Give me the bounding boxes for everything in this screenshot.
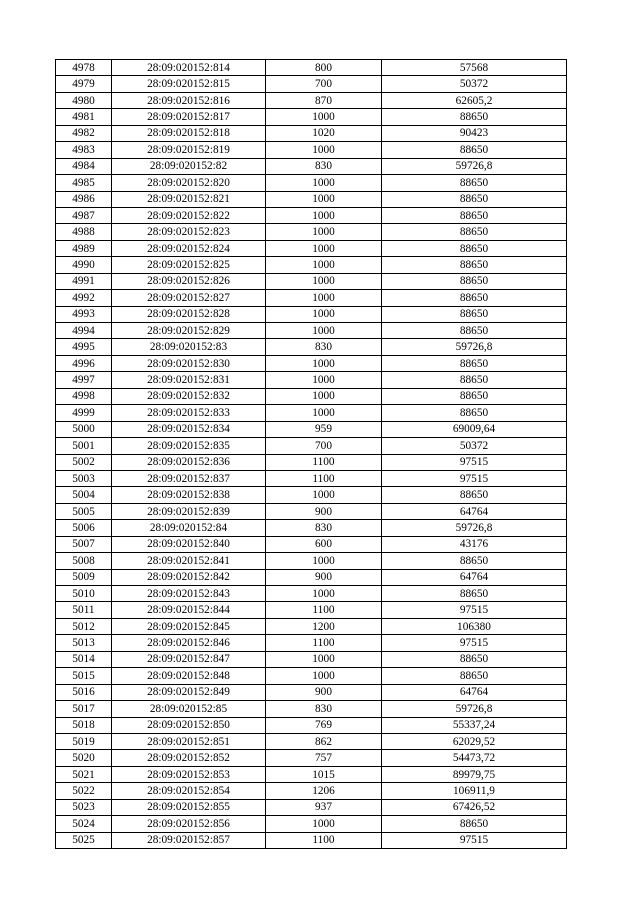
cadastral-number-cell: 28:09:020152:820	[112, 175, 266, 191]
cadastral-number-cell: 28:09:020152:84	[112, 520, 266, 536]
table-row	[56, 323, 567, 339]
table-row	[56, 109, 567, 125]
value-cell: 88650	[382, 207, 567, 223]
row-number-cell: 4986	[56, 191, 112, 207]
area-cell: 1000	[266, 191, 382, 207]
cadastral-number-cell: 28:09:020152:848	[112, 668, 266, 684]
table-row	[56, 635, 567, 651]
area-cell: 700	[266, 438, 382, 454]
table-row	[56, 520, 567, 536]
row-number-cell: 5006	[56, 520, 112, 536]
area-cell: 937	[266, 799, 382, 815]
value-cell: 88650	[382, 323, 567, 339]
area-cell: 1000	[266, 405, 382, 421]
table-row	[56, 405, 567, 421]
row-number-cell: 5018	[56, 717, 112, 733]
row-number-cell: 4998	[56, 388, 112, 404]
cadastral-number-cell: 28:09:020152:851	[112, 733, 266, 749]
cadastral-number-cell: 28:09:020152:836	[112, 454, 266, 470]
value-cell: 62029,52	[382, 733, 567, 749]
cadastral-number-cell: 28:09:020152:830	[112, 355, 266, 371]
area-cell: 1000	[266, 388, 382, 404]
value-cell: 50372	[382, 438, 567, 454]
table-row	[56, 602, 567, 618]
cadastral-number-cell: 28:09:020152:815	[112, 76, 266, 92]
value-cell: 67426,52	[382, 799, 567, 815]
row-number-cell: 4997	[56, 372, 112, 388]
value-cell: 59726,8	[382, 520, 567, 536]
cadastral-number-cell: 28:09:020152:814	[112, 60, 266, 76]
cadastral-number-cell: 28:09:020152:837	[112, 470, 266, 486]
cadastral-number-cell: 28:09:020152:841	[112, 553, 266, 569]
table-row	[56, 372, 567, 388]
table-row	[56, 224, 567, 240]
area-cell: 1000	[266, 586, 382, 602]
table-row	[56, 684, 567, 700]
value-cell: 88650	[382, 355, 567, 371]
cadastral-number-cell: 28:09:020152:847	[112, 651, 266, 667]
cadastral-number-cell: 28:09:020152:824	[112, 240, 266, 256]
cadastral-number-cell: 28:09:020152:849	[112, 684, 266, 700]
cadastral-number-cell: 28:09:020152:832	[112, 388, 266, 404]
row-number-cell: 5015	[56, 668, 112, 684]
cadastral-number-cell: 28:09:020152:85	[112, 701, 266, 717]
cadastral-number-cell: 28:09:020152:854	[112, 783, 266, 799]
area-cell: 757	[266, 750, 382, 766]
table-row	[56, 60, 567, 76]
area-cell: 1000	[266, 323, 382, 339]
table-row	[56, 290, 567, 306]
cadastral-number-cell: 28:09:020152:852	[112, 750, 266, 766]
cadastral-number-cell: 28:09:020152:842	[112, 569, 266, 585]
table-row	[56, 717, 567, 733]
table-row	[56, 207, 567, 223]
value-cell: 88650	[382, 257, 567, 273]
area-cell: 700	[266, 76, 382, 92]
value-cell: 97515	[382, 602, 567, 618]
cadastral-number-cell: 28:09:020152:818	[112, 125, 266, 141]
value-cell: 106911,9	[382, 783, 567, 799]
area-cell: 1020	[266, 125, 382, 141]
area-cell: 800	[266, 60, 382, 76]
area-cell: 1000	[266, 668, 382, 684]
row-number-cell: 5014	[56, 651, 112, 667]
cadastral-number-cell: 28:09:020152:827	[112, 290, 266, 306]
cadastral-number-cell: 28:09:020152:843	[112, 586, 266, 602]
area-cell: 900	[266, 684, 382, 700]
table-row	[56, 158, 567, 174]
value-cell: 106380	[382, 618, 567, 634]
row-number-cell: 5019	[56, 733, 112, 749]
table-row	[56, 536, 567, 552]
value-cell: 43176	[382, 536, 567, 552]
value-cell: 69009,64	[382, 421, 567, 437]
value-cell: 59726,8	[382, 339, 567, 355]
cadastral-number-cell: 28:09:020152:828	[112, 306, 266, 322]
row-number-cell: 5020	[56, 750, 112, 766]
table-row	[56, 421, 567, 437]
area-cell: 1200	[266, 618, 382, 634]
table-row	[56, 175, 567, 191]
cadastral-number-cell: 28:09:020152:819	[112, 142, 266, 158]
area-cell: 769	[266, 717, 382, 733]
cadastral-number-cell: 28:09:020152:816	[112, 92, 266, 108]
row-number-cell: 5017	[56, 701, 112, 717]
value-cell: 88650	[382, 405, 567, 421]
row-number-cell: 4995	[56, 339, 112, 355]
value-cell: 88650	[382, 487, 567, 503]
value-cell: 59726,8	[382, 701, 567, 717]
table-row	[56, 125, 567, 141]
value-cell: 55337,24	[382, 717, 567, 733]
row-number-cell: 5024	[56, 816, 112, 832]
row-number-cell: 5013	[56, 635, 112, 651]
row-number-cell: 5000	[56, 421, 112, 437]
table-row	[56, 257, 567, 273]
area-cell: 870	[266, 92, 382, 108]
row-number-cell: 4979	[56, 76, 112, 92]
area-cell: 1206	[266, 783, 382, 799]
area-cell: 1000	[266, 306, 382, 322]
area-cell: 830	[266, 520, 382, 536]
area-cell: 830	[266, 339, 382, 355]
table-row	[56, 487, 567, 503]
row-number-cell: 4999	[56, 405, 112, 421]
area-cell: 959	[266, 421, 382, 437]
row-number-cell: 4996	[56, 355, 112, 371]
value-cell: 88650	[382, 388, 567, 404]
table-body	[56, 60, 567, 849]
value-cell: 62605,2	[382, 92, 567, 108]
row-number-cell: 4987	[56, 207, 112, 223]
cadastral-number-cell: 28:09:020152:846	[112, 635, 266, 651]
value-cell: 97515	[382, 470, 567, 486]
cadastral-number-cell: 28:09:020152:826	[112, 273, 266, 289]
row-number-cell: 4985	[56, 175, 112, 191]
cadastral-number-cell: 28:09:020152:831	[112, 372, 266, 388]
table-row	[56, 569, 567, 585]
table-row	[56, 142, 567, 158]
table-row	[56, 618, 567, 634]
cadastral-number-cell: 28:09:020152:855	[112, 799, 266, 815]
value-cell: 50372	[382, 76, 567, 92]
value-cell: 88650	[382, 816, 567, 832]
area-cell: 1015	[266, 766, 382, 782]
area-cell: 900	[266, 569, 382, 585]
area-cell: 1000	[266, 487, 382, 503]
row-number-cell: 4990	[56, 257, 112, 273]
row-number-cell: 4984	[56, 158, 112, 174]
data-table	[55, 59, 567, 849]
row-number-cell: 5008	[56, 553, 112, 569]
cadastral-number-cell: 28:09:020152:856	[112, 816, 266, 832]
row-number-cell: 5009	[56, 569, 112, 585]
area-cell: 1100	[266, 635, 382, 651]
table-row	[56, 503, 567, 519]
value-cell: 88650	[382, 224, 567, 240]
area-cell: 830	[266, 158, 382, 174]
row-number-cell: 5004	[56, 487, 112, 503]
row-number-cell: 5022	[56, 783, 112, 799]
table-row	[56, 750, 567, 766]
value-cell: 97515	[382, 635, 567, 651]
table-row	[56, 92, 567, 108]
cadastral-number-cell: 28:09:020152:844	[112, 602, 266, 618]
area-cell: 1000	[266, 240, 382, 256]
value-cell: 59726,8	[382, 158, 567, 174]
value-cell: 64764	[382, 684, 567, 700]
cadastral-number-cell: 28:09:020152:829	[112, 323, 266, 339]
table-row	[56, 766, 567, 782]
table-row	[56, 651, 567, 667]
value-cell: 88650	[382, 175, 567, 191]
row-number-cell: 4991	[56, 273, 112, 289]
cadastral-number-cell: 28:09:020152:833	[112, 405, 266, 421]
area-cell: 1000	[266, 651, 382, 667]
table-row	[56, 832, 567, 848]
table-row	[56, 701, 567, 717]
value-cell: 54473,72	[382, 750, 567, 766]
table-row	[56, 355, 567, 371]
table-row	[56, 388, 567, 404]
cadastral-number-cell: 28:09:020152:834	[112, 421, 266, 437]
value-cell: 88650	[382, 273, 567, 289]
cadastral-number-cell: 28:09:020152:817	[112, 109, 266, 125]
area-cell: 1000	[266, 224, 382, 240]
area-cell: 1000	[266, 175, 382, 191]
row-number-cell: 4982	[56, 125, 112, 141]
table-row	[56, 799, 567, 815]
area-cell: 830	[266, 701, 382, 717]
table-row	[56, 816, 567, 832]
cadastral-number-cell: 28:09:020152:82	[112, 158, 266, 174]
table-row	[56, 454, 567, 470]
cadastral-number-cell: 28:09:020152:845	[112, 618, 266, 634]
value-cell: 90423	[382, 125, 567, 141]
row-number-cell: 5010	[56, 586, 112, 602]
cadastral-number-cell: 28:09:020152:825	[112, 257, 266, 273]
table-row	[56, 191, 567, 207]
row-number-cell: 5016	[56, 684, 112, 700]
value-cell: 88650	[382, 306, 567, 322]
area-cell: 1100	[266, 454, 382, 470]
table-row	[56, 240, 567, 256]
area-cell: 1000	[266, 816, 382, 832]
table-row	[56, 76, 567, 92]
area-cell: 900	[266, 503, 382, 519]
area-cell: 1100	[266, 470, 382, 486]
row-number-cell: 4989	[56, 240, 112, 256]
value-cell: 88650	[382, 290, 567, 306]
area-cell: 1000	[266, 142, 382, 158]
value-cell: 89979,75	[382, 766, 567, 782]
row-number-cell: 5002	[56, 454, 112, 470]
value-cell: 88650	[382, 553, 567, 569]
area-cell: 1000	[266, 273, 382, 289]
row-number-cell: 4988	[56, 224, 112, 240]
table-row	[56, 470, 567, 486]
value-cell: 57568	[382, 60, 567, 76]
row-number-cell: 5007	[56, 536, 112, 552]
value-cell: 88650	[382, 191, 567, 207]
cadastral-number-cell: 28:09:020152:83	[112, 339, 266, 355]
area-cell: 1000	[266, 355, 382, 371]
cadastral-number-cell: 28:09:020152:850	[112, 717, 266, 733]
value-cell: 97515	[382, 832, 567, 848]
table-row	[56, 783, 567, 799]
area-cell: 1100	[266, 832, 382, 848]
value-cell: 88650	[382, 668, 567, 684]
area-cell: 862	[266, 733, 382, 749]
table-row	[56, 438, 567, 454]
row-number-cell: 5005	[56, 503, 112, 519]
table-row	[56, 668, 567, 684]
value-cell: 64764	[382, 569, 567, 585]
area-cell: 1000	[266, 207, 382, 223]
cadastral-number-cell: 28:09:020152:835	[112, 438, 266, 454]
value-cell: 64764	[382, 503, 567, 519]
row-number-cell: 5023	[56, 799, 112, 815]
value-cell: 88650	[382, 651, 567, 667]
row-number-cell: 5025	[56, 832, 112, 848]
cadastral-number-cell: 28:09:020152:840	[112, 536, 266, 552]
area-cell: 1000	[266, 257, 382, 273]
area-cell: 1000	[266, 290, 382, 306]
value-cell: 88650	[382, 142, 567, 158]
area-cell: 1100	[266, 602, 382, 618]
cadastral-number-cell: 28:09:020152:857	[112, 832, 266, 848]
area-cell: 1000	[266, 553, 382, 569]
table-row	[56, 339, 567, 355]
table-row	[56, 553, 567, 569]
value-cell: 88650	[382, 240, 567, 256]
area-cell: 600	[266, 536, 382, 552]
area-cell: 1000	[266, 372, 382, 388]
value-cell: 88650	[382, 372, 567, 388]
row-number-cell: 4993	[56, 306, 112, 322]
row-number-cell: 4983	[56, 142, 112, 158]
cadastral-number-cell: 28:09:020152:838	[112, 487, 266, 503]
table-row	[56, 733, 567, 749]
table-row	[56, 586, 567, 602]
row-number-cell: 5021	[56, 766, 112, 782]
cadastral-number-cell: 28:09:020152:823	[112, 224, 266, 240]
row-number-cell: 5003	[56, 470, 112, 486]
row-number-cell: 4981	[56, 109, 112, 125]
row-number-cell: 4994	[56, 323, 112, 339]
row-number-cell: 4978	[56, 60, 112, 76]
value-cell: 97515	[382, 454, 567, 470]
area-cell: 1000	[266, 109, 382, 125]
cadastral-number-cell: 28:09:020152:839	[112, 503, 266, 519]
cadastral-number-cell: 28:09:020152:853	[112, 766, 266, 782]
table-row	[56, 306, 567, 322]
row-number-cell: 4980	[56, 92, 112, 108]
value-cell: 88650	[382, 109, 567, 125]
table-row	[56, 273, 567, 289]
row-number-cell: 5012	[56, 618, 112, 634]
value-cell: 88650	[382, 586, 567, 602]
row-number-cell: 5001	[56, 438, 112, 454]
cadastral-number-cell: 28:09:020152:821	[112, 191, 266, 207]
row-number-cell: 5011	[56, 602, 112, 618]
row-number-cell: 4992	[56, 290, 112, 306]
cadastral-number-cell: 28:09:020152:822	[112, 207, 266, 223]
